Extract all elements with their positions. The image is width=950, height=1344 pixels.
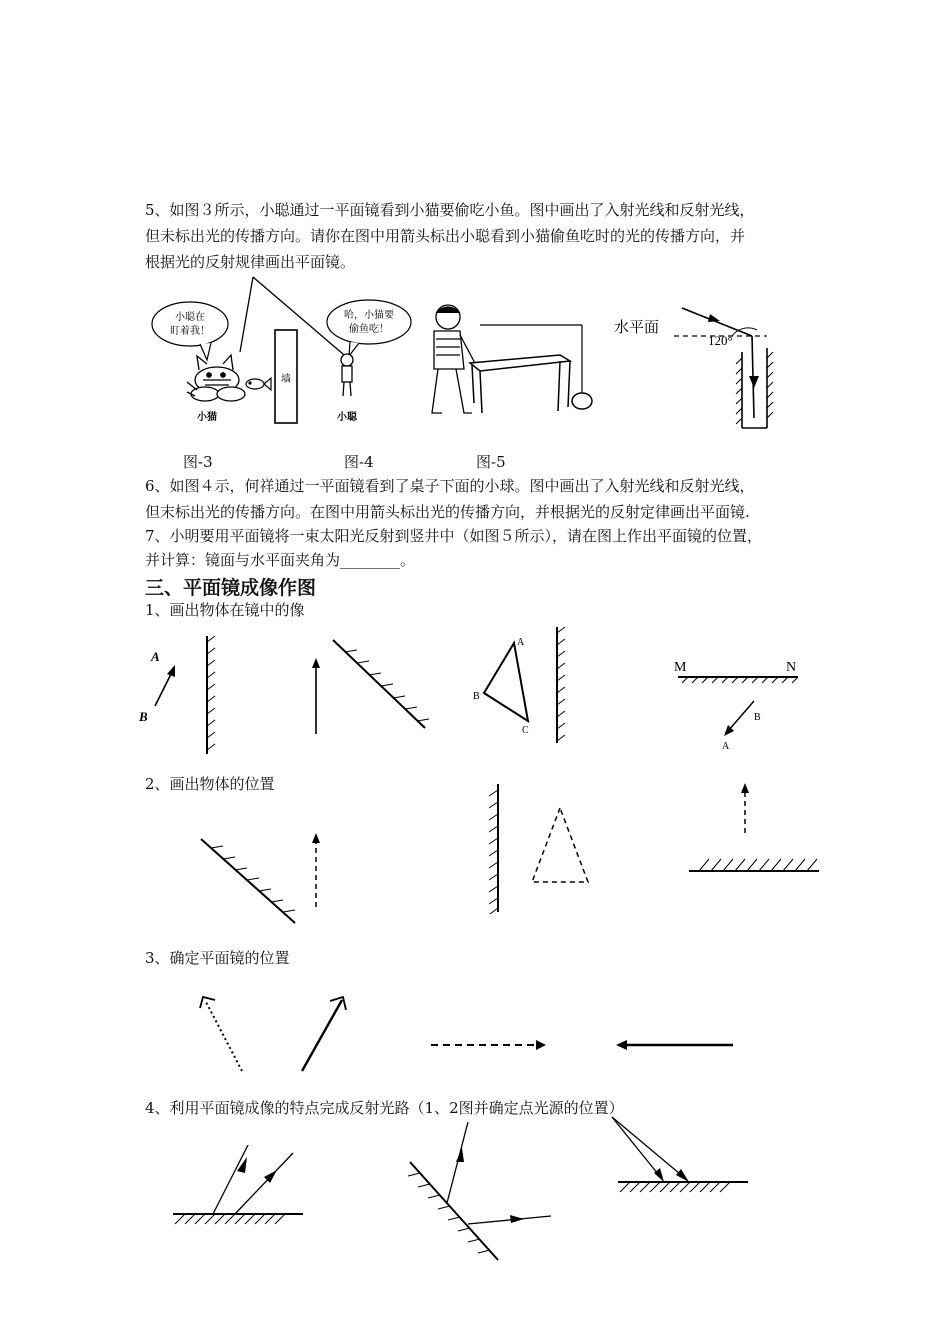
virtual-image-triangle <box>532 808 588 882</box>
incident-ray-2 <box>612 1117 686 1179</box>
s1-figure-d <box>660 645 810 757</box>
bubble-cat-line-2: 盯着我！ <box>170 326 210 337</box>
reflected-ray-1 <box>447 1122 468 1203</box>
s3-figure-a <box>190 988 360 1078</box>
caption-fig5: 图-5 <box>476 453 506 471</box>
s1-figure-c <box>470 625 580 747</box>
q5-line-2: 但未标出光的传播方向。请你在图中用箭头标出小聪看到小猫偷鱼吃时的光的传播方向，并 <box>145 227 746 245</box>
cat-illustration <box>187 355 245 401</box>
label-boy: 小聪 <box>337 412 357 423</box>
label-c: C <box>522 725 529 736</box>
ray-arrow <box>708 314 720 322</box>
speech-bubble-cat <box>152 302 228 346</box>
mirror <box>333 640 425 728</box>
incident-ray-1 <box>612 1117 662 1179</box>
label-a: A <box>722 741 730 752</box>
object-arrow <box>155 670 173 706</box>
boy-illustration <box>341 354 353 396</box>
incident-ray <box>240 277 253 352</box>
angle-label: 120° <box>708 333 733 348</box>
label-b: B <box>139 709 148 724</box>
s3-figure-b <box>425 1030 745 1060</box>
label-n: N <box>786 660 797 675</box>
s2-figure-a <box>195 825 330 930</box>
q7-line-1: 7、小明要用平面镜将一束太阳光反射到竖井中（如图５所示），请在图上作出平面镜的位置， <box>145 527 763 545</box>
section-3-title: 三、平面镜成像作图 <box>145 577 317 599</box>
s1-figure-b <box>305 630 435 740</box>
label-m: M <box>674 660 687 675</box>
label-a: A <box>151 649 160 664</box>
object-triangle <box>484 643 528 721</box>
figure-3 <box>145 272 420 437</box>
q5-line-1: 5、如图３所示，小聪通过一平面镜看到小猫要偷吃小鱼。图中画出了入射光线和反射光线， <box>145 201 755 219</box>
caption-fig4: 图-4 <box>344 453 374 471</box>
s1-figure-a <box>115 628 235 760</box>
caption-fig3: 图-3 <box>183 453 213 471</box>
q6-line-2: 但末标出光的传播方向。在图中用箭头标出光的传播方向，并根据光的反射定律画出平面镜. <box>145 503 750 521</box>
s2-title: 2、画出物体的位置 <box>145 775 275 793</box>
q7-line-2: 并计算：镜面与水平面夹角为________。 <box>145 551 416 569</box>
bubble-cat-line-1: 小聪在 <box>175 312 205 323</box>
s1-title: 1、画出物体在镜中的像 <box>145 601 305 619</box>
reflected-ray-2 <box>468 1216 551 1224</box>
q6-line-1: 6、如图４示，何祥通过一平面镜看到了桌子下面的小球。图中画出了入射光线和反射光线， <box>145 477 755 495</box>
s2-figure-b <box>480 780 600 915</box>
figure-4 <box>420 295 610 425</box>
bubble-boy-line-2: 偷鱼吃！ <box>349 324 389 335</box>
label-b: B <box>473 691 480 702</box>
bubble-boy-line-1: 哈，小猫要 <box>344 310 394 321</box>
wall-label: 墙 <box>281 374 291 385</box>
person-illustration <box>432 305 476 413</box>
horizontal-plane-label: 水平面 <box>614 318 660 336</box>
label-b: B <box>754 712 761 723</box>
label-cat: 小猫 <box>197 412 217 423</box>
incident-ray <box>206 1002 242 1071</box>
s3-title: 3、确定平面镜的位置 <box>145 949 290 967</box>
s4-figure-c <box>610 1115 755 1200</box>
table-illustration <box>470 355 570 413</box>
s4-figure-b <box>400 1118 560 1268</box>
reflected-ray-1 <box>213 1145 249 1214</box>
sunlight-ray <box>682 308 752 336</box>
s4-title: 4、利用平面镜成像的特点完成反射光路（1、2图并确定点光源的位置） <box>145 1099 624 1117</box>
fish-illustration <box>246 378 271 390</box>
figure-5 <box>612 300 807 440</box>
speech-bubble-boy <box>327 300 411 344</box>
label-a: A <box>517 637 525 648</box>
reflected-ray <box>302 1000 342 1071</box>
s4-figure-a <box>165 1145 310 1230</box>
mirror <box>201 839 295 923</box>
q5-line-3: 根据光的反射规律画出平面镜。 <box>145 253 356 271</box>
s2-figure-c <box>685 775 825 880</box>
ball <box>572 393 592 409</box>
object-arrow <box>728 701 754 731</box>
